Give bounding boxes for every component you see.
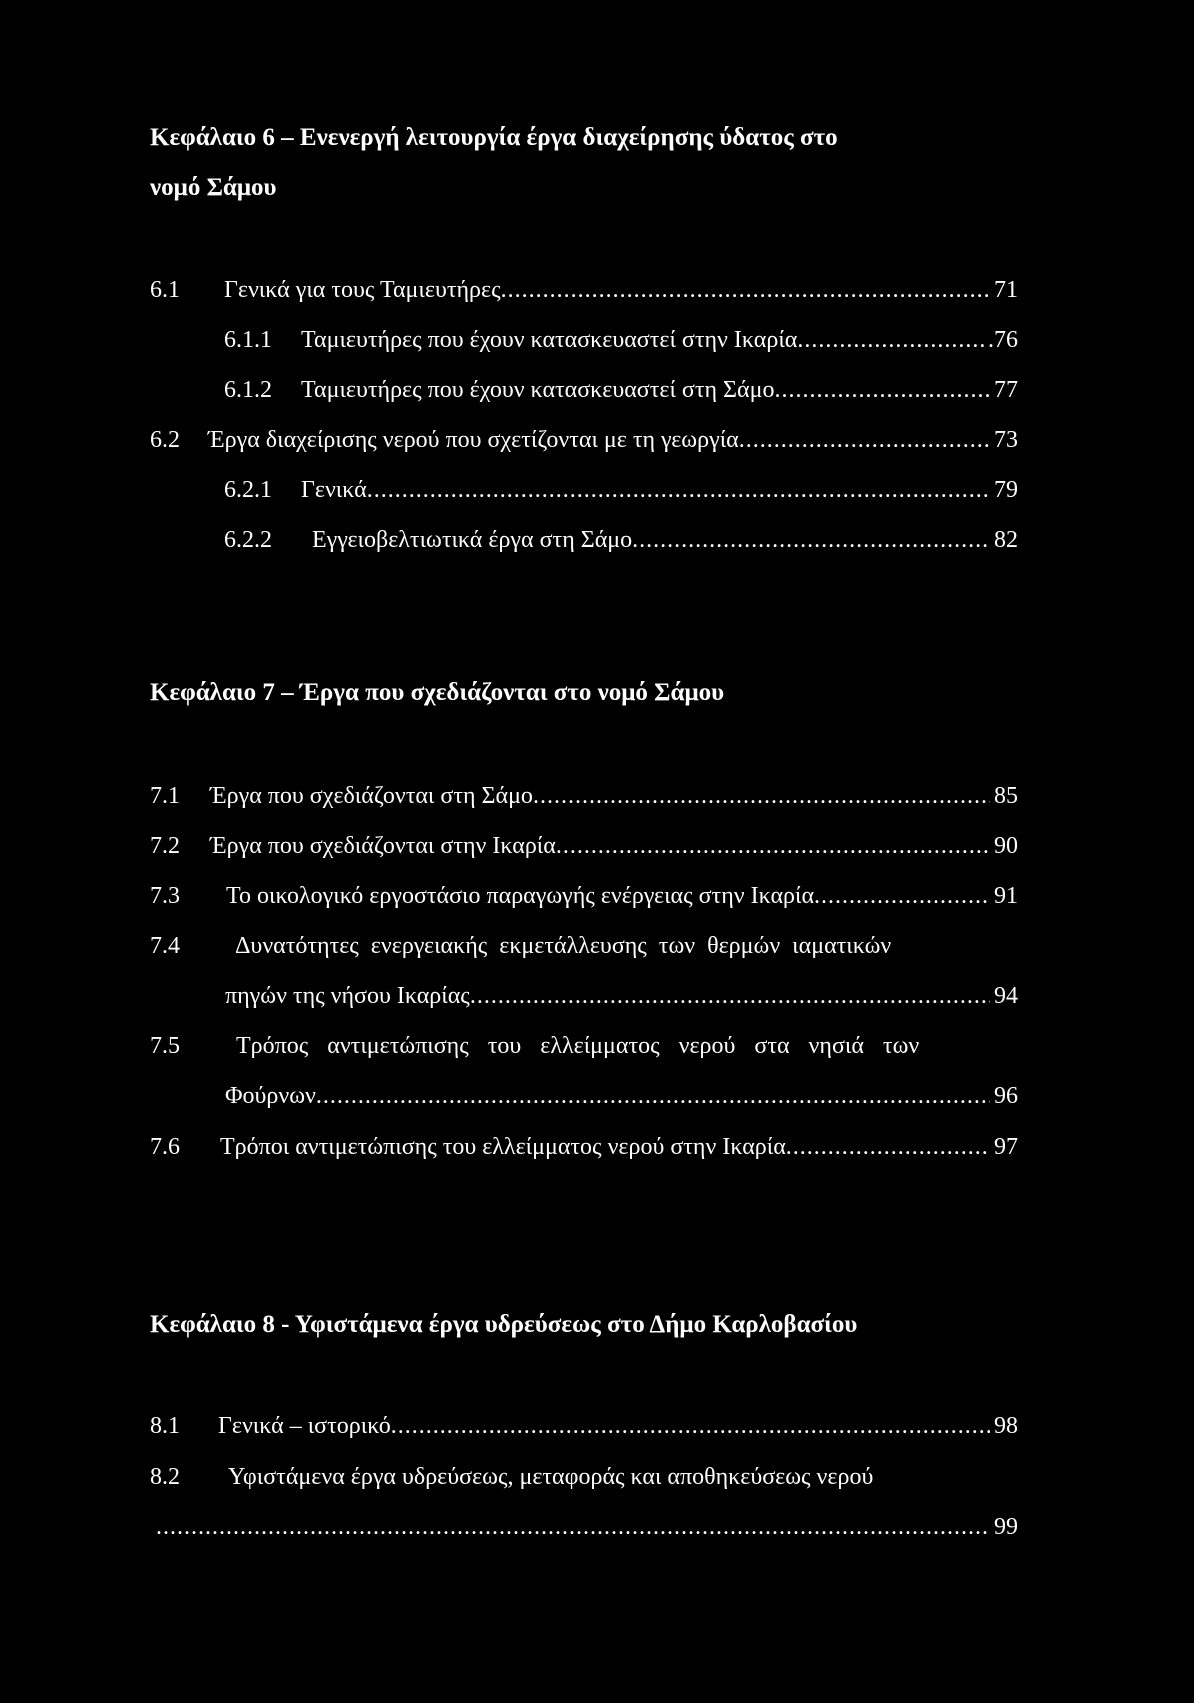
leader-dots xyxy=(786,1126,990,1168)
entry-page-number: 79 xyxy=(994,477,1018,503)
entry-page-number: 71 xyxy=(994,277,1018,303)
entry-text: Έργα που σχεδιάζονται στη Σάμο xyxy=(210,783,533,809)
entry-number: 6.2.1 xyxy=(224,477,272,503)
toc-entry-7-5-line-1[interactable] xyxy=(236,1025,1018,1067)
entry-number: 6.1.2 xyxy=(224,377,272,403)
toc-entry-6-2[interactable] xyxy=(150,419,1018,461)
toc-entry-7-4-line-2[interactable] xyxy=(225,975,1018,1017)
entry-text-line-2: Φούρνων xyxy=(225,1083,316,1109)
entry-number: 6.2.2 xyxy=(224,527,272,553)
entry-text: Υφιστάμενα έργα υδρεύσεως, μεταφοράς και αποθηκεύσεως νερού xyxy=(228,1464,874,1490)
entry-text: Τρόποι αντιμετώπισης του ελλείμματος νερού στην Ικαρία xyxy=(220,1134,786,1160)
entry-number: 7.3 xyxy=(150,883,180,909)
entry-page-number: 98 xyxy=(994,1413,1018,1439)
entry-number: 7.5 xyxy=(150,1033,180,1059)
chapter-7-title: Κεφάλαιο 7 – Έργα που σχεδιάζονται στο νομό Σάμου xyxy=(150,679,725,706)
entry-number: 6.1.1 xyxy=(224,327,272,353)
leader-dots xyxy=(774,369,990,411)
toc-entry-7-2[interactable] xyxy=(150,825,1018,867)
entry-text: Εγγειοβελτιωτικά έργα στη Σάμο xyxy=(312,527,633,553)
leader-dots xyxy=(470,975,990,1017)
toc-entry-8-2-line-2[interactable] xyxy=(156,1506,1018,1548)
entry-text: Έργα διαχείρισης νερού που σχετίζονται με τη γεωργία xyxy=(208,427,739,453)
entry-page-number: 99 xyxy=(994,1514,1018,1540)
entry-page-number: 90 xyxy=(994,833,1018,859)
toc-entry-7-4-number xyxy=(150,925,220,967)
leader-dots xyxy=(797,319,984,361)
toc-entry-7-5-line-2[interactable] xyxy=(225,1075,1018,1117)
entry-page-number: 94 xyxy=(994,983,1018,1009)
entry-text-line-1: Δυνατότητες ενεργειακής εκμετάλλευσης των θερμών ιαματικών xyxy=(235,933,892,959)
entry-text: Ταμιευτήρες που έχουν κατασκευαστεί στη Σάμο xyxy=(301,377,775,403)
entry-page-number: 73 xyxy=(994,427,1018,453)
entry-text: Έργα που σχεδιάζονται στην Ικαρία xyxy=(210,833,556,859)
entry-text: Γενικά – ιστορικό xyxy=(218,1413,391,1439)
entry-number: 6.1 xyxy=(150,277,180,303)
entry-text-line-1: Τρόπος αντιμετώπισης του ελλείμματος νερού στα νησιά των xyxy=(236,1033,920,1059)
toc-entry-7-3[interactable] xyxy=(150,875,1018,917)
leader-dots xyxy=(739,419,990,461)
leader-dots xyxy=(814,875,990,917)
entry-text: Ταμιευτήρες που έχουν κατασκευαστεί στην Ικαρία xyxy=(301,327,798,353)
toc-entry-7-5-number xyxy=(150,1025,220,1067)
toc-entry-6-1-2[interactable] xyxy=(224,369,1018,411)
chapter-6-title-line-1: Κεφάλαιο 6 – Ενενεργή λειτουργία έργα διαχείρησης ύδατος στο xyxy=(150,124,838,151)
entry-page-number: 97 xyxy=(994,1134,1018,1160)
leader-dots xyxy=(556,825,990,867)
toc-entry-6-1[interactable] xyxy=(150,269,1018,311)
leader-dots xyxy=(632,519,990,561)
entry-text: Γενικά για τους Ταμιευτήρες xyxy=(224,277,501,303)
leader-dots xyxy=(391,1405,990,1447)
toc-entry-7-1[interactable] xyxy=(150,775,1018,817)
leader-dots xyxy=(533,775,990,817)
entry-number: 8.2 xyxy=(150,1464,180,1490)
toc-entry-7-4-line-1[interactable] xyxy=(235,925,1018,967)
toc-entry-8-2-line-1[interactable] xyxy=(150,1456,1020,1498)
entry-page-number: .76 xyxy=(988,327,1018,353)
toc-entry-7-6[interactable] xyxy=(150,1126,1018,1168)
chapter-8-title: Κεφάλαιο 8 - Υφιστάμενα έργα υδρεύσεως στο Δήμο Καρλοβασίου xyxy=(150,1311,858,1338)
entry-number: 7.1 xyxy=(150,783,180,809)
toc-entry-6-2-2[interactable] xyxy=(224,519,1018,561)
entry-page-number: 77 xyxy=(994,377,1018,403)
chapter-6-title-line-2: νομό Σάμου xyxy=(150,174,277,201)
entry-number: 7.4 xyxy=(150,933,180,959)
entry-page-number: 96 xyxy=(994,1083,1018,1109)
toc-entry-8-1[interactable] xyxy=(150,1405,1018,1447)
entry-text: Γενικά xyxy=(301,477,367,503)
entry-number: 7.6 xyxy=(150,1134,180,1160)
entry-page-number: 85 xyxy=(994,783,1018,809)
entry-text: Το οικολογικό εργοστάσιο παραγωγής ενέργειας στην Ικαρία xyxy=(226,883,815,909)
leader-dots xyxy=(501,269,990,311)
leader-dots xyxy=(156,1506,990,1548)
leader-dots xyxy=(367,469,990,511)
entry-page-number: 82 xyxy=(994,527,1018,553)
toc-entry-6-2-1[interactable] xyxy=(224,469,1018,511)
entry-number: 8.1 xyxy=(150,1413,180,1439)
leader-dots xyxy=(316,1075,990,1117)
entry-number: 7.2 xyxy=(150,833,180,859)
entry-page-number: 91 xyxy=(994,883,1018,909)
entry-text-line-2: πηγών της νήσου Ικαρίας xyxy=(225,983,470,1009)
entry-number: 6.2 xyxy=(150,427,180,453)
toc-entry-6-1-1[interactable] xyxy=(224,319,1018,361)
